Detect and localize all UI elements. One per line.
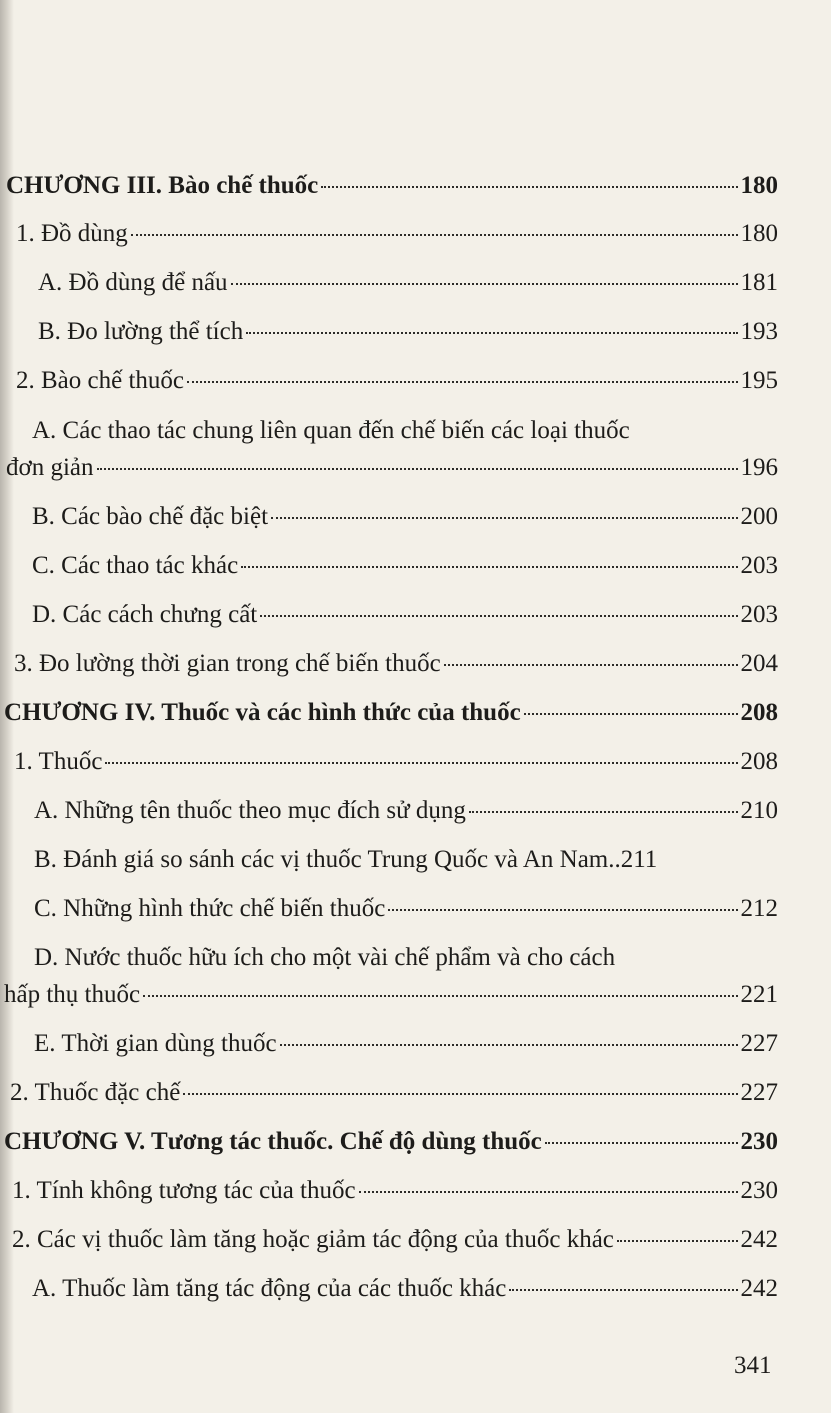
toc-section-5-2 xyxy=(12,1222,778,1258)
toc-section-4-2 xyxy=(10,1075,778,1111)
toc-entry-title: CHƯƠNG IV. Thuốc và các hình thức của thuốc xyxy=(4,699,521,726)
dot-leader xyxy=(260,615,737,617)
toc-page-number: 203 xyxy=(740,552,778,579)
dot-leader xyxy=(187,381,737,383)
toc-page-number: 230 xyxy=(740,1177,778,1204)
toc-section-3-2 xyxy=(16,363,778,399)
page-number: 341 xyxy=(734,1352,772,1379)
dot-leader xyxy=(246,332,737,334)
toc-chapter-3 xyxy=(6,168,778,204)
toc-subsection-3-2-a xyxy=(6,450,778,486)
dot-leader xyxy=(271,517,737,519)
toc-page-number: 242 xyxy=(740,1226,778,1253)
toc-entry-title: C. Các thao tác khác xyxy=(32,552,239,579)
toc-entry-title: 2. Bào chế thuốc xyxy=(16,367,185,394)
dot-leader xyxy=(231,283,738,285)
toc-page-number: 196 xyxy=(740,454,778,481)
dot-leader xyxy=(359,1191,738,1193)
dot-leader xyxy=(131,234,738,236)
toc-subsection-4-1-e xyxy=(34,1026,778,1062)
toc-page-number: 210 xyxy=(740,797,778,824)
toc-page-number: 227 xyxy=(740,1079,778,1106)
toc-page-number: 227 xyxy=(740,1030,778,1057)
dot-leader xyxy=(524,713,738,715)
toc-page-number: 180 xyxy=(740,220,778,247)
toc-entry-title: 1. Thuốc xyxy=(14,748,103,775)
toc-section-5-1 xyxy=(12,1173,778,1209)
dot-leader xyxy=(143,995,737,997)
toc-page-number: 180 xyxy=(740,172,778,199)
toc-entry-title: C. Những hình thức chế biến thuốc xyxy=(34,895,386,922)
toc-page-number: 208 xyxy=(740,748,778,775)
toc-subsection-3-2-a-line1: A. Các thao tác chung liên quan đến chế biến các loại thuốc xyxy=(32,417,630,444)
dot-leader xyxy=(321,186,737,188)
toc-page-number: 212 xyxy=(740,895,778,922)
toc-entry-title: hấp thụ thuốc xyxy=(4,981,141,1008)
toc-subsection-4-1-d-line1: D. Nước thuốc hữu ích cho một vài chế phẩm và cho cách xyxy=(34,944,616,971)
toc-page-number: 203 xyxy=(740,601,778,628)
toc-subsection-4-1-b: B. Đánh giá so sánh các vị thuốc Trung Quốc và An Nam..211 xyxy=(34,846,658,873)
toc-subsection-4-1-d xyxy=(4,977,778,1013)
dot-leader xyxy=(617,1240,738,1242)
dot-leader xyxy=(444,664,738,666)
toc-subsection-3-2-d xyxy=(32,597,778,633)
toc-section-4-1 xyxy=(14,744,778,780)
toc-page-number: 208 xyxy=(740,699,778,726)
toc-entry-title: 2. Thuốc đặc chế xyxy=(10,1079,181,1106)
toc-page-number: 221 xyxy=(740,981,778,1008)
toc-entry-title: A. Đồ dùng để nấu xyxy=(38,269,228,296)
toc-entry-title: D. Các cách chưng cất xyxy=(32,601,258,628)
toc-entry-title: A. Những tên thuốc theo mục đích sử dụng xyxy=(34,797,466,824)
toc-entry-title: 1. Đồ dùng xyxy=(16,220,128,247)
toc-entry-title: CHƯƠNG V. Tương tác thuốc. Chế độ dùng thuốc xyxy=(4,1128,542,1155)
toc-entry-title: E. Thời gian dùng thuốc xyxy=(34,1030,277,1057)
toc-section-3-1 xyxy=(16,216,778,252)
dot-leader xyxy=(241,566,737,568)
toc-entry-title: B. Đo lường thể tích xyxy=(38,318,244,345)
dot-leader xyxy=(545,1142,738,1144)
toc-chapter-5 xyxy=(4,1124,778,1160)
toc-subsection-3-1-b xyxy=(38,314,778,350)
dot-leader xyxy=(388,909,737,911)
toc-page-number: 204 xyxy=(740,650,778,677)
toc-page-number: 195 xyxy=(740,367,778,394)
toc-subsection-5-2-a xyxy=(32,1271,778,1307)
dot-leader xyxy=(105,762,737,764)
toc-entry-title: đơn giản xyxy=(6,454,94,481)
toc-entry-title: CHƯƠNG III. Bào chế thuốc xyxy=(6,172,319,199)
dot-leader xyxy=(469,811,738,813)
toc-page-number: 181 xyxy=(740,269,778,296)
toc-page-number: 242 xyxy=(740,1275,778,1302)
dot-leader xyxy=(280,1044,738,1046)
dot-leader xyxy=(183,1093,737,1095)
toc-subsection-3-2-b xyxy=(32,499,778,535)
toc-page-number: 200 xyxy=(740,503,778,530)
toc-page-number: 230 xyxy=(740,1128,778,1155)
toc-chapter-4 xyxy=(4,695,778,731)
toc-subsection-3-2-c xyxy=(32,548,778,584)
dot-leader xyxy=(97,468,738,470)
toc-subsection-4-1-c xyxy=(34,891,778,927)
dot-leader xyxy=(509,1289,737,1291)
toc-entry-title: A. Thuốc làm tăng tác động của các thuốc khác xyxy=(32,1275,507,1302)
toc-entry-title: 2. Các vị thuốc làm tăng hoặc giảm tác động của thuốc khác xyxy=(12,1226,614,1253)
toc-page-number: 193 xyxy=(740,318,778,345)
toc-subsection-3-1-a xyxy=(38,265,778,301)
toc-entry-title: 3. Đo lường thời gian trong chế biến thuốc xyxy=(14,650,441,677)
toc-entry-title: 1. Tính không tương tác của thuốc xyxy=(12,1177,356,1204)
toc-section-3-3 xyxy=(14,646,778,682)
toc-subsection-4-1-a xyxy=(34,793,778,829)
toc-entry-title: B. Các bào chế đặc biệt xyxy=(32,503,269,530)
